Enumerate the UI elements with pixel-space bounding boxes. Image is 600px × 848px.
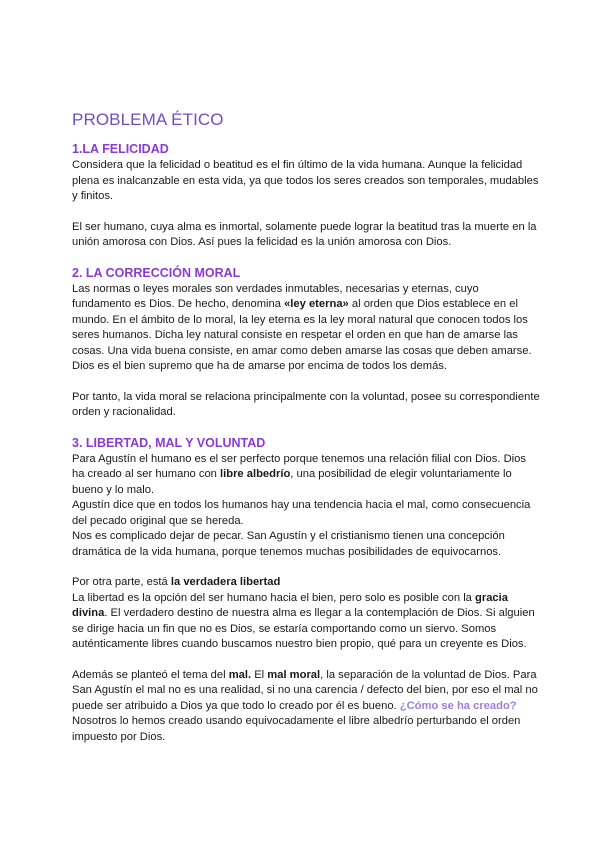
paragraph: Agustín dice que en todos los humanos hay una tendencia hacia el mal, como consecuencia del pecado original que se hereda. bbox=[72, 499, 531, 527]
paragraph: Para Agustín el humano es el ser perfecto porque tenemos una relación filial con Dios. Dios ha creado al ser humano con libre albedrío, una posibilidad de elegir voluntariamente lo bueno y lo malo. bbox=[72, 452, 526, 496]
paragraph: Las normas o leyes morales son verdades inmutables, necesarias y eternas, cuyo fundamento es Dios. De hecho, denomina «ley eterna» al orden que Dios establece en el mundo. En el ámbito de lo moral, la ley eterna es la ley moral natural que conocen todos los seres humanos. Dicha ley natural consiste en respetar el orden en que han de amarse las cosas. Una vida buena consiste, en amar como deben amarse las cosas que deben amarse. Dios es el bien supremo que ha de amarse por encima de todos los demás. bbox=[72, 282, 532, 372]
paragraph: Nos es complicado dejar de pecar. San Agustín y el cristianismo tienen una concepción dramática de la vida humana, porque tenemos muchas posibilidades de equivocarnos. bbox=[72, 530, 505, 558]
section-heading-correccion-moral: 2. LA CORRECCIÓN MORAL bbox=[72, 265, 241, 280]
bold-term: libre albedrío bbox=[220, 468, 291, 480]
paragraph: Considera que la felicidad o beatitud es el fin último de la vida humana. Aunque la felicidad plena es inalcanzable en esta vida, ya que todos los seres creados son temporales, mudables y finitos. bbox=[72, 159, 539, 202]
paragraph: La libertad es la opción del ser humano hacia el bien, pero solo es posible con la gracia divina. El verdadero destino de nuestra alma es llegar a la contemplación de Dios. Si alguien se dirige hacia un fin que no es Dios, se estaría comportando como un siervo. Somos auténticamente libres cuando buscamos nuestro bien propio, qué para un creyente es Dios. bbox=[72, 591, 535, 650]
bold-term: mal. bbox=[228, 668, 252, 681]
bold-term: mal moral bbox=[267, 668, 321, 681]
section-heading-felicidad: 1.LA FELICIDAD bbox=[72, 142, 169, 156]
section-heading-libertad: 3. LIBERTAD, MAL Y VOLUNTAD bbox=[72, 435, 266, 450]
bold-term: la verdadera libertad bbox=[170, 576, 281, 588]
document-title: PROBLEMA ÉTICO bbox=[72, 110, 224, 129]
paragraph: Además se planteó el tema del mal. El mal moral, la separación de la voluntad de Dios. Para San Agustín el mal no es una realidad, si no una carencia / defecto del bien, por eso el mal no puede ser atribuido a Dios ya que todo lo creado por él es bueno. ¿Cómo se ha creado? Nosotros lo hemos creado usando equivocadamente el libre albedrío perturbando el orden impuesto por Dios. bbox=[72, 668, 538, 743]
highlighted-question: ¿Cómo se ha creado? bbox=[399, 699, 517, 712]
bold-term: gracia divina bbox=[72, 591, 508, 619]
paragraph: Por tanto, la vida moral se relaciona principalmente con la voluntad, posee su correspondiente orden y racionalidad. bbox=[72, 390, 540, 418]
paragraph: El ser humano, cuya alma es inmortal, solamente puede lograr la beatitud tras la muerte en la unión amorosa con Dios. Así pues la felicidad es la unión amorosa con Dios. bbox=[72, 220, 537, 248]
bold-term: «ley eterna» bbox=[284, 298, 349, 310]
paragraph: Por otra parte, está la verdadera libertad bbox=[72, 576, 281, 588]
